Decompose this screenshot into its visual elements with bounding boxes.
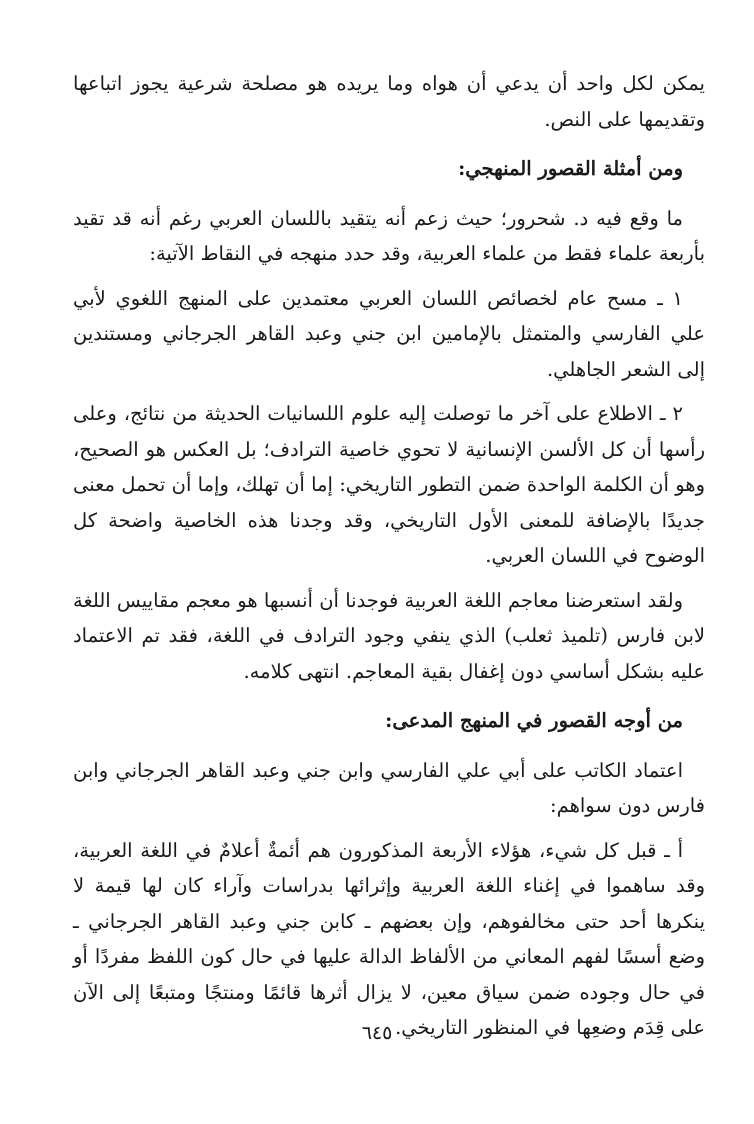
paragraph-point-2: ٢ ـ الاطلاع على آخر ما توصلت إليه علوم اللسانيات الحديثة من نتائج، وعلى رأسها أن كل الألسن الإنسانية لا تحوي خاصية الترادف؛ بل العكس هو الصحيح، وهو أن الكلمة الواحدة ضمن التطور التاريخي: إما أن تهلك، وإما أن تحمل معنى جديدًا بالإضافة للمعنى الأول التاريخي، وقد وجدنا هذه الخاصية واضحة كل الوضوح في اللسان العربي. [73, 402, 705, 567]
paragraph-point-1: ١ ـ مسح عام لخصائص اللسان العربي معتمدين على المنهج اللغوي لأبي علي الفارسي والمتمثل بالإمامين ابن جني وعبد القاهر الجرجاني ومستندين إلى الشعر الجاهلي. [73, 286, 705, 381]
paragraph-intro: يمكن لكل واحد أن يدعي أن هواه وما يريده هو مصلحة شرعية يجوز اتباعها وتقديمها على النص. [73, 72, 705, 131]
spacer [73, 744, 705, 753]
paragraph-shahrour: ما وقع فيه د. شحرور؛ حيث زعم أنه يتقيد باللسان العربي رغم أنه قد تقيد بأربعة علماء فقط من علماء العربية، وقد حدد منهجه في النقاط الآتية: [73, 206, 705, 265]
spacer [73, 272, 705, 281]
spacer [73, 574, 705, 583]
page-number: ٦٤٥ [361, 1022, 393, 1044]
spacer [73, 387, 705, 396]
spacer [73, 192, 705, 201]
paragraph-dictionaries: ولقد استعرضنا معاجم اللغة العربية فوجدنا أن أنسبها هو معجم مقاييس اللغة لابن فارس (تلميذ ثعلب) الذي ينفي وجود الترادف في اللغة، فقد تم الاعتماد عليه بشكل أساسي دون إغفال بقية المعاجم. انتهى كلامه. [73, 588, 705, 683]
spacer [73, 824, 705, 833]
page-body [73, 66, 705, 1046]
spacer [73, 137, 705, 146]
heading-methodological-shortcoming-examples: ومن أمثلة القصور المنهجي: [458, 157, 683, 180]
paragraph-reliance: اعتماد الكاتب على أبي علي الفارسي وابن جني وعبد القاهر الجرجاني وابن فارس دون سواهم: [73, 758, 705, 817]
spacer [73, 689, 705, 698]
paragraph-point-a: أ ـ قبل كل شيء، هؤلاء الأربعة المذكورون هم أئمةٌ أعلامٌ في اللغة العربية، وقد ساهموا في إغناء اللغة العربية وإثرائها بدراسات وآراء كان لها قيمة لا ينكرها أحد حتى مخالفوهم، وإن بعضهم ـ كابن جني وعبد القاهر الجرجاني ـ وضع أسسًا لفهم المعاني من الألفاظ الدالة عليها في حال كون اللفظ مفردًا أو في حال وجوده ضمن سياق معين، لا يزال أثرها قائمًا ومنتجًا ومتبعًا إلى الآن على قِدَم وضعِها في المنظور التاريخي. [73, 838, 705, 1039]
heading-aspects-of-shortcoming: من أوجه القصور في المنهج المدعى: [385, 709, 683, 732]
